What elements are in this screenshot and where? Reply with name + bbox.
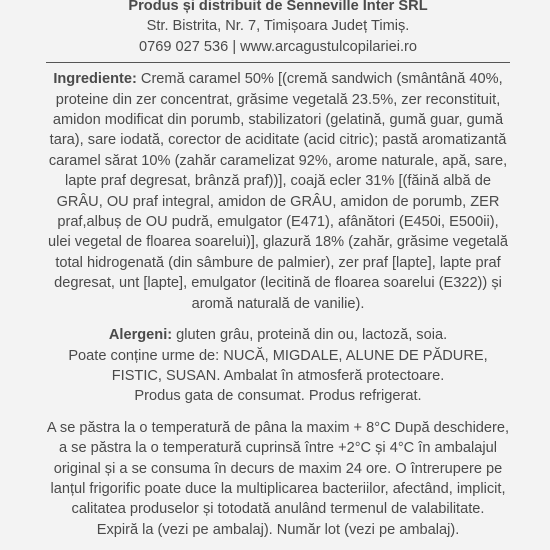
header-divider [46, 62, 510, 63]
allergens-text: gluten grâu, proteină din ou, lactoză, soia. [172, 327, 448, 344]
ready-text: Produs gata de consumat. Produs refrigerat. [134, 388, 422, 405]
storage-section [46, 418, 510, 540]
ingredients-heading: Ingrediente: [53, 71, 137, 88]
allergens-section [46, 325, 510, 407]
ingredients-section [46, 69, 510, 314]
producer-contact: 0769 027 536 | www.arcagustulcopilariei.ro [139, 38, 417, 55]
storage-text: A se păstra la o temperatură de pâna la maxim + 8°C După deschidere, a se păstra la o temperatură cuprinsă între +2°C și 4°C în ambalajul original și a se consuma în decurs de maxim 24 ore. O întrerupere pe lanțul frigorific poate duce la multiplicarea bacteriilor, afectând, implicit, calitatea produselor și totodată anulând termenul de valabilitate. [46, 419, 510, 518]
producer-title: Produs și distribuit de Senneville Inter SRL [128, 0, 428, 14]
producer-address: Str. Bistrita, Nr. 7, Timișoara Județ Timiș. [146, 18, 410, 35]
ingredients-text: Cremă caramel 50% [(cremă sandwich (smântână 40%, proteine din zer concentrat, grăsime vegetală 23.5%, zer reconstituit, amidon modificat din porumb, stabilizatori (gelatină, gumă guar, gumă tara), sare iodată, corector de aciditate (acid citric); pastă aromatizantă caramel sărat 10% (zahăr caramelizat 92%, arome naturale, apă, sare, lapte praf degresat, brânză praf))], coajă ecler 31% [(făină albă de GRÂU, OU praf integral, amidon de GRÂU, amidon de porumb, ZER praf,albuș de OU pudră, emulgator (E471), afânători (E450i, E500ii), ulei vegetal de floarea soarelui)], glazură 18% (zahăr, grăsime vegetală total hidrogenată (din sâmbure de palmier), zer praf [lapte], lapte praf degresat, unt [lapte], emulgator (lecitină de floarea soarelui (E322)) și aromă naturală de vanilie). [48, 71, 508, 312]
allergens-heading: Alergeni: [108, 327, 173, 344]
expiry-text: Expiră la (vezi pe ambalaj). Număr lot (vezi pe ambalaj). [96, 521, 460, 538]
traces-text: Poate conține urme de: NUCĂ, MIGDALE, ALUNE DE PĂDURE, FISTIC, SUSAN. Ambalat în atmosferă protectoare. [68, 347, 488, 384]
producer-header [46, 0, 510, 57]
